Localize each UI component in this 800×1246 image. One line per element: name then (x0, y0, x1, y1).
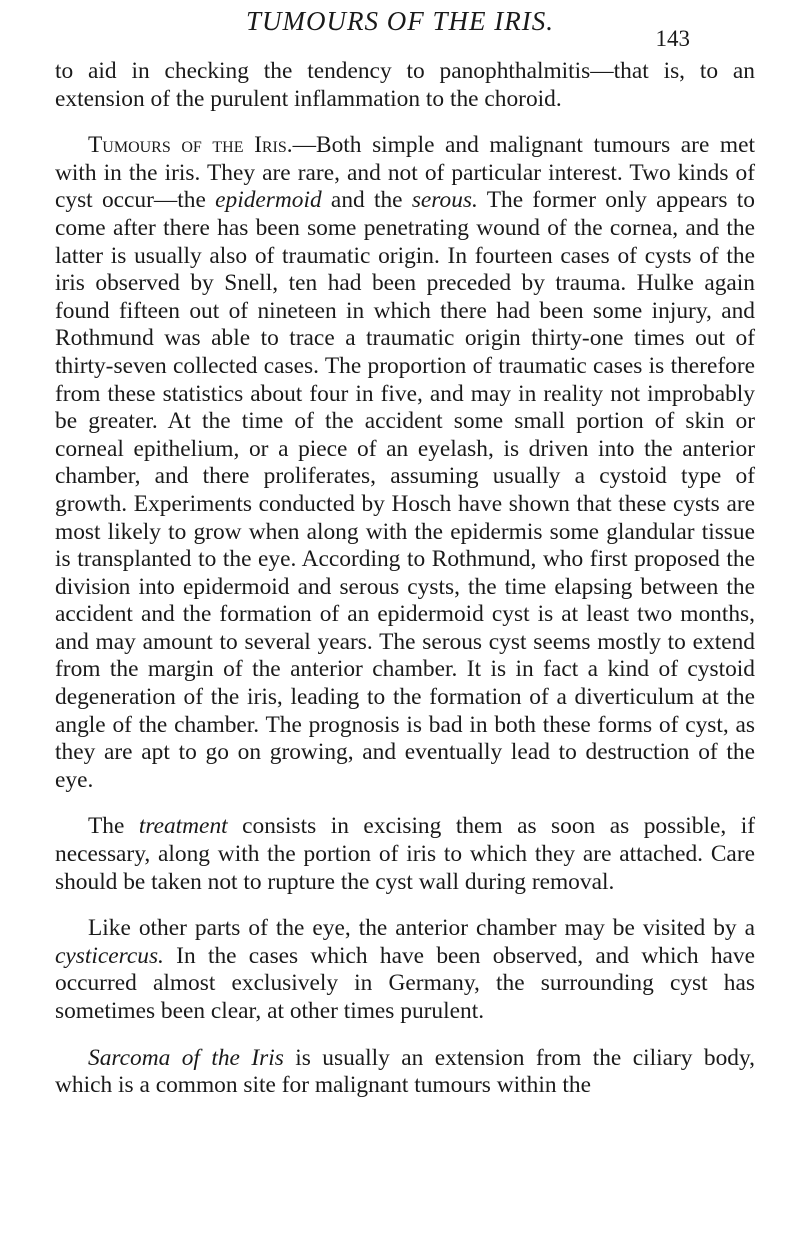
paragraph-text: In the cases which have been observed, and which have occurred almost exclusively in Germany, the surrounding cyst has sometimes been clear, at other times purulent. (55, 942, 755, 1024)
paragraph-treatment (55, 813, 755, 896)
paragraph-text: consists in excising them as soon as possible, if necessary, along with the portion of iris to which they are attached. Care should be taken not to rupture the cyst wall during removal. (55, 813, 755, 895)
paragraph-continuation (55, 58, 755, 113)
term-epidermoid: epidermoid (215, 187, 322, 214)
paragraph-sarcoma (55, 1045, 755, 1100)
running-title: TUMOURS OF THE IRIS. (246, 6, 554, 36)
term-cysticercus: cysticercus. (55, 942, 164, 969)
body-text (55, 58, 755, 1100)
paragraph-text: Like other parts of the eye, the anterior chamber may be visited by a (88, 915, 755, 942)
paragraph-text: The former only appears to come after there has been some penetrating wound of the cornea, and the latter is usually also of traumatic origin. In fourteen cases of cysts of the iris observed by Snell, ten had been preceded by trauma. Hulke again found fifteen out of nineteen in which there had been some injury, and Rothmund was able to trace a traumatic origin thirty-one times out of thirty-seven collected cases. The proportion of traumatic cases is therefore from these statistics about four in five, and may in reality not improbably be greater. At the time of the accident some small portion of skin or corneal epithelium, or a piece of an eyelash, is driven into the anterior chamber, and there proliferates, assuming usually a cystoid type of growth. Experiments conducted by Hosch have shown that these cysts are most likely to grow when along with the epidermis some glandular tissue is transplanted to the eye. According to Rothmund, who first proposed the division into epidermoid and serous cysts, the time elapsing between the accident and the formation of an epidermoid cyst is at least two months, and may amount to several years. The serous cyst seems mostly to extend from the margin of the anterior chamber. It is in fact a kind of cystoid degeneration of the iris, leading to the formation of a diverticulum at the angle of the chamber. The prognosis is bad in both these forms of cyst, as they are apt to go on growing, and eventually lead to destruction of the eye. (55, 187, 755, 793)
term-serous: serous. (411, 187, 478, 214)
paragraph-text: —Both simple and malignant tumours are met with in the iris. They are rare, and not of particular interest. Two kinds of cyst occur—the (55, 132, 755, 214)
paragraph-text: and the (321, 187, 412, 214)
paragraph-cysticercus (55, 915, 755, 1025)
term-treatment: treatment (138, 813, 228, 840)
section-lead-heading: Tumours of the Iris. (88, 132, 293, 159)
term-sarcoma-of-iris: Sarcoma of the Iris (88, 1044, 284, 1071)
paragraph-text: is usually an extension from the ciliary body, which is a common site for malignant tumours within the (55, 1044, 755, 1099)
paragraph-tumours-of-iris (55, 132, 755, 794)
paragraph-text: The (88, 813, 139, 840)
paragraph-text: to aid in checking the tendency to panophthalmitis—that is, to an extension of the purulent inflammation to the choroid. (55, 58, 755, 112)
page-number: 143 (655, 26, 690, 51)
